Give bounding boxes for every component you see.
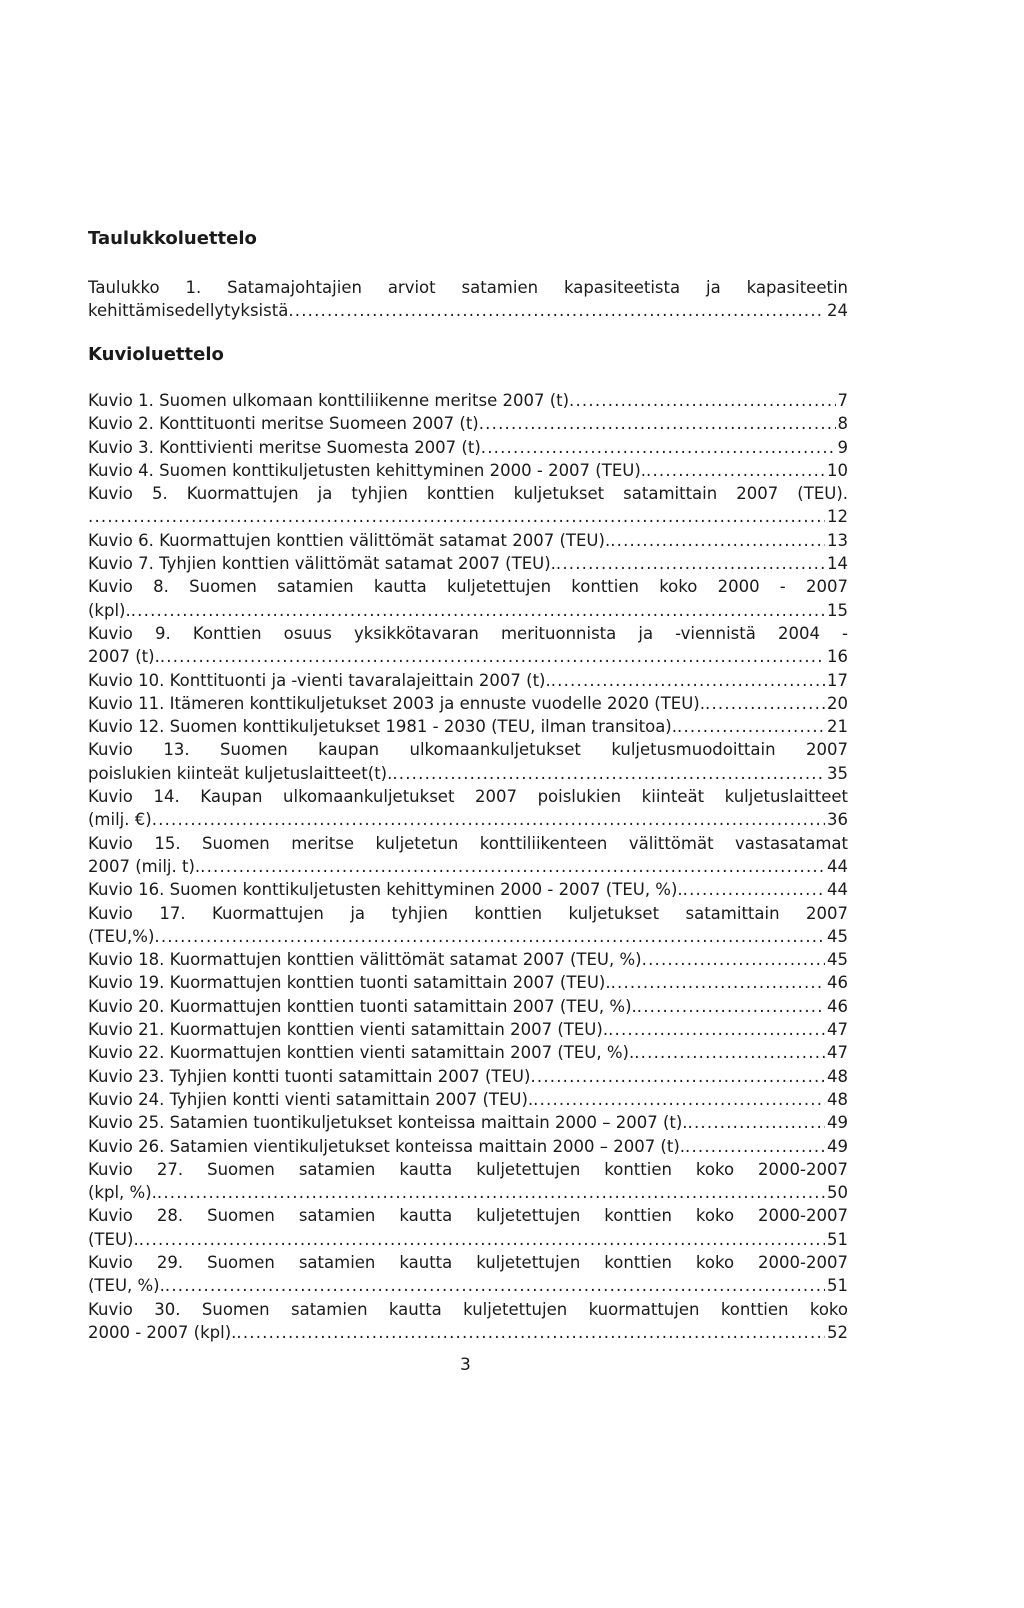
entry-text: Kuvio 6. Kuormattujen konttien välittömät satamat 2007 (TEU).: [88, 530, 611, 550]
dot-leader: [479, 412, 836, 435]
entry-text: Kuvio 30. Suomen satamien kautta kuljetettujen kuormattujen konttien koko: [88, 1299, 848, 1319]
entry-text: 2000 - 2007 (kpl).: [88, 1322, 237, 1342]
dot-leader: [236, 1321, 825, 1344]
entry-page-number: 10: [827, 460, 848, 480]
entry-page-number: 21: [827, 717, 848, 737]
dot-leader: [154, 925, 825, 948]
entry-text: (TEU).: [88, 1229, 139, 1249]
entry-page-number: 7: [837, 391, 848, 410]
entry-text: Kuvio 25. Satamien tuontikuljetukset konteissa maittain 2000 – 2007 (t).: [88, 1113, 688, 1133]
entry-text: Kuvio 8. Suomen satamien kautta kuljetettujen konttien koko 2000 - 2007: [88, 577, 848, 597]
entry-line: [88, 1135, 848, 1158]
entry-page-number: 17: [827, 670, 848, 690]
entry-text: Kuvio 24. Tyhjien kontti vienti satamittain 2007 (TEU).: [88, 1089, 534, 1109]
figure-list-entry: [88, 482, 848, 529]
dot-leader: [685, 1135, 825, 1158]
entry-line: [88, 1298, 848, 1321]
figure-list-entry: [88, 878, 848, 901]
entry-page-number: 13: [827, 530, 848, 550]
dot-leader: [688, 1111, 825, 1134]
figure-list-entry: [88, 1158, 848, 1205]
figure-list-entry: [88, 832, 848, 879]
entry-page-number: 35: [827, 763, 848, 783]
page-number: 3: [460, 1355, 471, 1375]
figure-list-entry: [88, 459, 848, 482]
entry-page-number: 16: [827, 647, 848, 667]
entry-page-number: 36: [827, 810, 848, 830]
figure-list-entry: [88, 1135, 848, 1158]
figure-list-entry: [88, 715, 848, 738]
figure-list-entry: [88, 692, 848, 715]
dot-leader: [139, 1228, 825, 1251]
dot-leader: [288, 299, 825, 322]
entry-line: [88, 808, 848, 831]
entry-line: [88, 948, 848, 971]
entry-line: [88, 785, 848, 808]
figure-list-entry: [88, 1111, 848, 1134]
entry-text: Kuvio 19. Kuormattujen konttien tuonti satamittain 2007 (TEU).: [88, 973, 611, 993]
figure-list-entry: [88, 1204, 848, 1251]
entry-line: [88, 1228, 848, 1251]
entry-page-number: 49: [827, 1136, 848, 1156]
dot-leader: [637, 995, 825, 1018]
dot-leader: [200, 855, 825, 878]
entry-line: [88, 482, 848, 505]
entry-line: [88, 832, 848, 855]
figure-list-entry: [88, 1251, 848, 1298]
entry-text: Kuvio 23. Tyhjien kontti tuonti satamittain 2007 (TEU): [88, 1066, 531, 1086]
entry-text: Kuvio 5. Kuormattujen ja tyhjien konttien kuljetukset satamittain 2007 (TEU).: [88, 484, 848, 504]
entry-text: Kuvio 13. Suomen kaupan ulkomaankuljetukset kuljetusmuodoittain 2007: [88, 740, 848, 760]
figure-list-entry: [88, 622, 848, 669]
entry-line: [88, 1274, 848, 1297]
figure-list-entry: [88, 1088, 848, 1111]
entry-line: [88, 1158, 848, 1181]
entry-page-number: 48: [827, 1089, 848, 1109]
dot-leader: [88, 505, 825, 528]
entry-line: [88, 855, 848, 878]
figure-list-entry: [88, 995, 848, 1018]
entry-page-number: 47: [827, 1043, 848, 1063]
figure-list-entry: [88, 669, 848, 692]
figure-list-entry: [88, 389, 848, 412]
figure-list-entry: [88, 529, 848, 552]
figure-list-entry: [88, 1065, 848, 1088]
entry-line: [88, 692, 848, 715]
entry-text: Kuvio 3. Konttivienti meritse Suomesta 2007 (t): [88, 437, 481, 457]
dot-leader: [157, 1181, 825, 1204]
entry-text: Kuvio 15. Suomen meritse kuljetetun konttiliikenteen välittömät vastasatamat: [88, 833, 848, 853]
dot-leader: [392, 762, 825, 785]
entry-line: [88, 276, 848, 299]
entry-page-number: 48: [827, 1066, 848, 1086]
dot-leader: [530, 1065, 825, 1088]
entry-line: [88, 715, 848, 738]
entry-line: [88, 1041, 848, 1064]
entry-line: [88, 622, 848, 645]
entry-line: [88, 459, 848, 482]
figure-list-entry: [88, 552, 848, 575]
figure-list-entry: [88, 412, 848, 435]
entry-text: kehittämisedellytyksistä: [88, 301, 289, 321]
dot-leader: [165, 1274, 825, 1297]
figure-list-entry: [88, 1041, 848, 1064]
figure-list-entry: [88, 948, 848, 971]
table-list-entry: [88, 276, 848, 323]
entry-line: [88, 1065, 848, 1088]
entry-text: poislukien kiinteät kuljetuslaitteet(t).: [88, 763, 393, 783]
entry-line: [88, 599, 848, 622]
entry-text: Kuvio 9. Konttien osuus yksikkötavaran merituonnista ja -viennistä 2004 -: [88, 623, 848, 643]
tables-list-heading: Taulukkoluettelo: [88, 228, 257, 249]
entry-line: [88, 552, 848, 575]
entry-line: [88, 575, 848, 598]
dot-leader: [646, 459, 825, 482]
entry-text: Kuvio 1. Suomen ulkomaan konttiliikenne meritse 2007 (t): [88, 391, 570, 410]
entry-text: Kuvio 14. Kaupan ulkomaankuljetukset 2007 poislukien kiinteät kuljetuslaitteet: [88, 787, 848, 807]
entry-page-number: 45: [827, 926, 848, 946]
dot-leader: [642, 948, 825, 971]
dot-leader: [131, 599, 825, 622]
entry-page-number: 20: [827, 693, 848, 713]
entry-text: Kuvio 26. Satamien vientikuljetukset konteissa maittain 2000 – 2007 (t).: [88, 1136, 686, 1156]
entry-page-number: 51: [827, 1229, 848, 1249]
entry-line: [88, 1018, 848, 1041]
entry-text: Kuvio 28. Suomen satamien kautta kuljetettujen konttien koko 2000-2007: [88, 1206, 848, 1226]
dot-leader: [533, 1088, 825, 1111]
entry-text: Kuvio 17. Kuormattujen ja tyhjien konttien kuljetukset satamittain 2007: [88, 903, 848, 923]
dot-leader: [551, 669, 825, 692]
entry-line: [88, 1111, 848, 1134]
entry-line: [88, 389, 848, 412]
figures-list: [88, 389, 848, 1344]
dot-leader: [683, 878, 825, 901]
dot-leader: [481, 436, 836, 459]
figure-list-entry: [88, 971, 848, 994]
entry-text: Kuvio 11. Itämeren konttikuljetukset 2003 ja ennuste vuodelle 2020 (TEU).: [88, 693, 705, 713]
entry-line: [88, 505, 848, 528]
dot-leader: [160, 645, 825, 668]
figure-list-entry: [88, 1018, 848, 1041]
entry-line: [88, 971, 848, 994]
entry-line: [88, 529, 848, 552]
entry-page-number: 45: [827, 950, 848, 970]
entry-text: Kuvio 22. Kuormattujen konttien vienti satamittain 2007 (TEU, %).: [88, 1043, 635, 1063]
entry-line: [88, 299, 848, 322]
dot-leader: [611, 971, 825, 994]
entry-line: [88, 436, 848, 459]
entry-text: Kuvio 21. Kuormattujen konttien vienti satamittain 2007 (TEU).: [88, 1020, 609, 1040]
entry-text: Kuvio 7. Tyhjien konttien välittömät satamat 2007 (TEU).: [88, 554, 556, 574]
entry-line: [88, 1204, 848, 1227]
entry-text: Taulukko 1. Satamajohtajien arviot satamien kapasiteetista ja kapasiteetin: [88, 278, 848, 297]
tables-list: [88, 276, 848, 323]
entry-text: Kuvio 12. Suomen konttikuljetukset 1981 - 2030 (TEU, ilman transitoa).: [88, 717, 677, 737]
entry-text: Kuvio 27. Suomen satamien kautta kuljetettujen konttien koko 2000-2007: [88, 1159, 848, 1179]
figure-list-entry: [88, 575, 848, 622]
entry-line: [88, 762, 848, 785]
dot-leader: [556, 552, 825, 575]
entry-line: [88, 925, 848, 948]
entry-line: [88, 995, 848, 1018]
dot-leader: [569, 389, 835, 412]
entry-page-number: 15: [827, 600, 848, 620]
figure-list-entry: [88, 785, 848, 832]
entry-line: [88, 738, 848, 761]
dot-leader: [608, 1018, 825, 1041]
entry-page-number: 47: [827, 1020, 848, 1040]
entry-text: 2007 (t).: [88, 647, 160, 667]
entry-page-number: 24: [827, 301, 848, 321]
entry-page-number: 46: [827, 996, 848, 1016]
entry-page-number: 49: [827, 1113, 848, 1133]
entry-text: Kuvio 29. Suomen satamien kautta kuljetettujen konttien koko 2000-2007: [88, 1252, 848, 1272]
entry-text: (TEU, %).: [88, 1276, 165, 1296]
entry-line: [88, 1181, 848, 1204]
figure-list-entry: [88, 436, 848, 459]
entry-page-number: 44: [827, 880, 848, 900]
entry-line: [88, 1251, 848, 1274]
entry-text: (TEU,%): [88, 926, 155, 946]
figure-list-entry: [88, 902, 848, 949]
entry-text: (kpl, %).: [88, 1183, 157, 1203]
entry-line: [88, 1321, 848, 1344]
entry-page-number: 51: [827, 1276, 848, 1296]
dot-leader: [634, 1041, 825, 1064]
entry-line: [88, 645, 848, 668]
entry-page-number: 9: [837, 437, 848, 457]
entry-line: [88, 902, 848, 925]
entry-text: (milj. €): [88, 810, 152, 830]
entry-text: Kuvio 18. Kuormattujen konttien välittömät satamat 2007 (TEU, %): [88, 950, 642, 970]
dot-leader: [610, 529, 825, 552]
entry-text: 2007 (milj. t).: [88, 856, 201, 876]
entry-page-number: 8: [837, 414, 848, 434]
entry-page-number: 52: [827, 1322, 848, 1342]
entry-page-number: 44: [827, 856, 848, 876]
figure-list-entry: [88, 1298, 848, 1345]
entry-text: Kuvio 2. Konttituonti meritse Suomeen 2007 (t): [88, 414, 479, 434]
figure-list-entry: [88, 738, 848, 785]
entry-text: Kuvio 16. Suomen konttikuljetusten kehittyminen 2000 - 2007 (TEU, %).: [88, 880, 683, 900]
entry-line: [88, 669, 848, 692]
entry-page-number: 12: [827, 507, 848, 527]
entry-text: (kpl).: [88, 600, 131, 620]
entry-line: [88, 412, 848, 435]
entry-text: Kuvio 4. Suomen konttikuljetusten kehittyminen 2000 - 2007 (TEU).: [88, 460, 647, 480]
entry-line: [88, 878, 848, 901]
entry-page-number: 14: [827, 554, 848, 574]
entry-text: Kuvio 10. Konttituonti ja -vienti tavaralajeittain 2007 (t).: [88, 670, 551, 690]
dot-leader: [677, 715, 825, 738]
entry-line: [88, 1088, 848, 1111]
figures-list-heading: Kuvioluettelo: [88, 344, 224, 365]
dot-leader: [152, 808, 825, 831]
entry-page-number: 46: [827, 973, 848, 993]
entry-text: Kuvio 20. Kuormattujen konttien tuonti satamittain 2007 (TEU, %).: [88, 996, 637, 1016]
dot-leader: [705, 692, 825, 715]
entry-page-number: 50: [827, 1183, 848, 1203]
